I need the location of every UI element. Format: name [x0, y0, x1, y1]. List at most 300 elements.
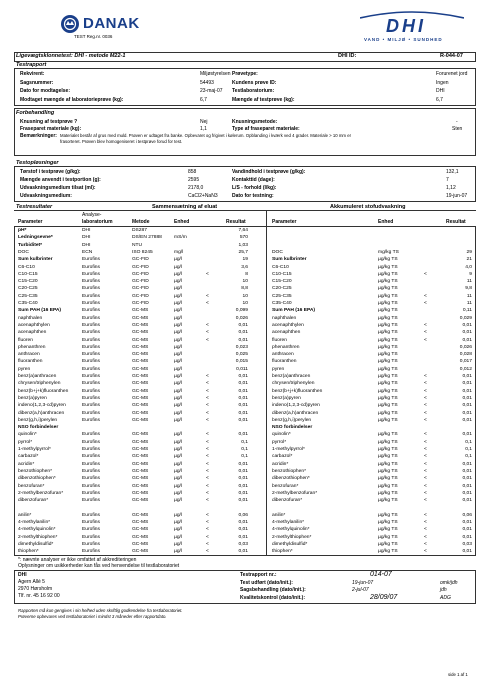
unit2-cell: µg/kg TS — [378, 447, 398, 452]
result2-cell: 0,11 — [462, 308, 472, 314]
col-enhed-2: Enhed — [378, 219, 394, 225]
testrapport-value-right: 6,7 — [436, 96, 443, 103]
parameter2-cell: C35-C40 — [272, 301, 292, 306]
table-row — [16, 264, 474, 271]
table-row — [16, 461, 474, 468]
col-resultat: Resultat — [226, 219, 246, 225]
unit-cell: µg/l — [174, 322, 182, 328]
knusningsmetode-label: Knusningsmetode: — [232, 119, 278, 125]
qualifier2-cell: < — [424, 512, 427, 518]
result-cell: 0,015 — [235, 359, 248, 365]
parameter2-cell: benzothiophen* — [272, 468, 306, 474]
lab-cell: Eurofins — [82, 549, 100, 555]
result2-cell: 21 — [466, 257, 472, 263]
table-row — [16, 490, 474, 497]
parameter-cell: Sum PAH (16 EPA) — [18, 308, 62, 314]
parameter2-cell: C15-C20 — [272, 279, 292, 285]
unit2-cell: µg/kg TS — [378, 468, 398, 474]
parameter2-cell: dimethyldisulfid* — [272, 541, 308, 547]
parameter-cell: anilin* — [18, 512, 32, 518]
result-cell: 3,6 — [241, 264, 248, 270]
result-cell: 0,01 — [238, 490, 248, 496]
table-row — [16, 534, 474, 541]
lab-cell: Eurofins — [82, 483, 100, 489]
qualifier-cell: < — [206, 447, 209, 452]
method-cell: GC-MS — [132, 388, 149, 394]
lab-cell: Eurofins — [82, 271, 100, 277]
parameter2-cell: 2-methylthiophen* — [272, 534, 312, 540]
method-cell: GC-MS — [132, 344, 149, 350]
parameter-cell: C15-C20 — [18, 279, 38, 285]
result2-cell: 0,01 — [462, 322, 472, 328]
parameter-cell: acenaphthen — [18, 330, 47, 336]
table-row — [16, 344, 474, 351]
unit2-cell: µg/kg TS — [378, 279, 398, 285]
qualifier-cell: < — [206, 337, 209, 343]
lab-cell: Eurofins — [82, 468, 100, 474]
result-cell: 0,01 — [238, 498, 248, 504]
method-cell: GC-MS — [132, 359, 149, 365]
parameter2-cell: pyrrol* — [272, 439, 287, 445]
qualifier-cell: < — [206, 498, 209, 504]
result-cell: 8 — [245, 271, 248, 277]
result2-cell: 29 — [466, 249, 472, 255]
testopl-label-right: L/S - forhold (l/kg): — [232, 185, 277, 191]
report-title: Ligevægtsklonnetest: DHI - metode M22-1 — [16, 53, 126, 59]
knusning-label: Knusning af testprøve ? — [20, 119, 78, 125]
unit-cell: µg/l — [174, 417, 182, 423]
result2-cell: 0,01 — [462, 337, 472, 343]
result-cell: 570 — [239, 235, 248, 241]
table-row — [16, 417, 474, 424]
table-row — [16, 424, 474, 431]
unit-cell: µg/l — [174, 381, 182, 387]
method-cell: GC-MS — [132, 322, 149, 328]
akkumuleret-heading: Akkumuleret stofudvaskning — [330, 204, 406, 210]
dhi-id-value: R-044-07 — [440, 53, 463, 59]
qualifier2-cell: < — [424, 395, 427, 401]
results-top-rule — [14, 210, 476, 211]
table-row — [16, 358, 474, 365]
unit2-cell: µg/kg TS — [378, 388, 398, 394]
note-accreditation: *: nævnte analyser er ikke omfattet af akkrediteringen — [18, 557, 137, 563]
qualifier2-cell: < — [424, 520, 427, 525]
unit-cell: µg/l — [174, 344, 182, 350]
forbehandling-box — [14, 108, 476, 156]
unit2-cell: µg/kg TS — [378, 534, 398, 540]
lab-cell: Eurofins — [82, 447, 100, 452]
method-cell: GC-MS — [132, 410, 149, 416]
qualifier-cell: < — [206, 520, 209, 525]
testopl-label: Udvaskningsmedium: — [20, 193, 72, 199]
qualifier2-cell: < — [424, 337, 427, 343]
result-cell: 0,01 — [238, 527, 248, 533]
qualifier2-cell: < — [424, 476, 427, 482]
parameter2-cell: quinolin* — [272, 432, 291, 438]
lab-cell: Eurofins — [82, 322, 100, 328]
parameter-cell: pyren — [18, 366, 31, 372]
method-cell: GC-MS — [132, 534, 149, 540]
parameter-cell: chrysen/triphenylen — [18, 381, 61, 387]
unit-cell: µg/l — [174, 286, 182, 292]
lab-cell: Eurofins — [82, 527, 100, 533]
table-row — [16, 519, 474, 526]
method-cell: GC-MS — [132, 432, 149, 438]
qualifier-cell: < — [206, 271, 209, 277]
unit-cell: µg/l — [174, 476, 182, 482]
parameter-cell: benz(g,h,i)perylen — [18, 417, 58, 423]
table-row — [16, 431, 474, 438]
testoplosninger-heading: Testopløsninger — [16, 160, 59, 166]
result2-cell: 0,01 — [462, 520, 472, 525]
method-cell: GC-MS — [132, 454, 149, 460]
unit2-cell: µg/kg TS — [378, 337, 398, 343]
qualifier-cell: < — [206, 512, 209, 518]
result-cell: 10 — [242, 301, 248, 306]
testopl-value-right: 1,12 — [446, 185, 456, 191]
parameter-cell: phenanthren — [18, 344, 46, 350]
disclaimer-1: Rapporten må kun gengives i sin helhed uden skriftlig godkendelse fra testlaboratoriet. — [18, 608, 183, 613]
qualifier-cell: < — [206, 417, 209, 423]
unit2-cell: µg/kg TS — [378, 264, 398, 270]
disclaimer-2: Prøverne opbevares ved testlaboratoriet i mindst 3 måneder efter rapportdato. — [18, 614, 167, 619]
col-resultat-2: Resultat — [446, 219, 466, 225]
danak-crown-icon — [60, 14, 80, 34]
result2-cell: 0,029 — [459, 315, 472, 321]
parameter-cell: carbazol* — [18, 454, 39, 460]
unit-cell: µg/l — [174, 293, 182, 299]
footer-field-label: Kvalitetskontrol (dato/init.): — [240, 594, 305, 601]
testrapport-value-right: Forurenet jord — [436, 71, 468, 77]
fraseparet-label: Fraseparet materiale (kg): — [20, 126, 82, 132]
parameter2-cell: dibenzothiophen* — [272, 476, 310, 482]
result-cell: 7,64 — [238, 228, 248, 233]
result-cell: 0,01 — [238, 520, 248, 525]
result-cell: 1,03 — [238, 242, 248, 248]
lab-cell: Eurofins — [82, 293, 100, 299]
testopl-label: Tørstof i testprøve (g/kg): — [20, 169, 81, 175]
parameter-cell: indeno(1,2,3-cd)pyren — [18, 403, 66, 409]
qualifier2-cell: < — [424, 330, 427, 336]
qualifier-cell: < — [206, 476, 209, 482]
unit2-cell: µg/kg TS — [378, 301, 398, 306]
table-row — [16, 337, 474, 344]
footer-org: DHI — [18, 572, 27, 578]
parameter2-cell: 2-methylbenzofuran* — [272, 490, 318, 496]
unit-cell: µg/l — [174, 315, 182, 321]
parameter2-cell: phenanthren — [272, 344, 300, 350]
lab-cell: Eurofins — [82, 359, 100, 365]
method-cell: GC-MS — [132, 395, 149, 401]
method-cell: GC-FID — [132, 286, 149, 292]
parameter-cell: benz(b+j+k)fluoranthen — [18, 388, 69, 394]
parameter2-cell: benz(a)pyren — [272, 395, 301, 401]
lab-cell: Eurofins — [82, 286, 100, 292]
parameter2-cell: anilin* — [272, 512, 286, 518]
col-analyse: Analyse- — [82, 212, 102, 218]
parameter-cell: 2-methylthiophen* — [18, 534, 58, 540]
testopl-label-right: Dato for testning: — [232, 193, 274, 199]
unit-cell: µg/l — [174, 468, 182, 474]
qualifier2-cell: < — [424, 461, 427, 467]
fraseparet-type-value: Sten — [452, 126, 463, 132]
result-cell: 0,01 — [238, 461, 248, 467]
table-row — [16, 293, 474, 300]
unit-cell: µg/l — [174, 366, 182, 372]
unit2-cell: µg/kg TS — [378, 286, 398, 292]
unit2-cell: µg/kg TS — [378, 271, 398, 277]
result-cell: 0,099 — [235, 308, 248, 314]
result2-cell: 0,028 — [459, 352, 472, 358]
parameter2-cell: Sum PAH (16 EPA) — [272, 308, 316, 314]
lab-cell: Eurofins — [82, 541, 100, 547]
method-cell: GC-MS — [132, 520, 149, 525]
qualifier2-cell: < — [424, 301, 427, 306]
qualifier-cell: < — [206, 534, 209, 540]
result2-cell: 0,01 — [462, 374, 472, 379]
method-cell: GC-FID — [132, 271, 149, 277]
testopl-value-right: 132,1 — [446, 169, 459, 175]
unit-cell: µg/l — [174, 374, 182, 379]
unit-cell: µg/l — [174, 330, 182, 336]
lab-cell: Eurofins — [82, 330, 100, 336]
unit-cell: µg/l — [174, 301, 182, 306]
unit-cell: µg/l — [174, 308, 182, 314]
col-metode: Metode — [132, 219, 150, 225]
unit-cell: µg/l — [174, 439, 182, 445]
parameter-cell: fluoranthen — [18, 359, 43, 365]
table-row — [16, 483, 474, 490]
lab-cell: Eurofins — [82, 279, 100, 285]
lab-cell: Eurofins — [82, 461, 100, 467]
footer-field-value: 19-jun-07 — [352, 579, 374, 586]
result2-cell: 9 — [469, 271, 472, 277]
dhi-tagline: VAND • MILJØ • SUNDHED — [364, 37, 443, 42]
qualifier2-cell: < — [424, 374, 427, 379]
unit2-cell: µg/kg TS — [378, 498, 398, 504]
table-row — [16, 300, 474, 307]
result2-cell: 11 — [466, 293, 472, 299]
parameter-cell: NSO forbindelser — [18, 425, 59, 431]
result2-cell: 0,01 — [462, 549, 472, 555]
table-row — [16, 526, 474, 533]
table-row — [16, 271, 474, 278]
method-cell: GC-MS — [132, 447, 149, 452]
parameter2-cell: indeno(1,2,3-cd)pyren — [272, 403, 320, 409]
lab-cell: Eurofins — [82, 257, 100, 263]
footer-field-initials: jdh — [440, 587, 447, 593]
result2-cell: 0,06 — [462, 512, 472, 518]
testresultater-heading: Testresultater — [16, 204, 53, 210]
bemaerkninger-text-2: frasorteret. Prøven blev homogeniseret i testprøve forud for test. — [60, 139, 183, 144]
table-row — [16, 548, 474, 555]
unit2-cell: µg/kg TS — [378, 490, 398, 496]
danak-wordmark: DANAK — [83, 15, 140, 32]
parameter2-cell: acenaphthylen — [272, 322, 304, 328]
qualifier2-cell: < — [424, 490, 427, 496]
unit2-cell: µg/kg TS — [378, 366, 398, 372]
testopl-value: 2595 — [188, 177, 200, 183]
unit-cell: µg/l — [174, 410, 182, 416]
footer-field-value: 014-07 — [370, 571, 392, 578]
lab-cell: Eurofins — [82, 520, 100, 525]
parameter-cell: pyrrol* — [18, 439, 33, 445]
result-cell: 0,06 — [238, 512, 248, 518]
unit-cell: µg/l — [174, 359, 182, 365]
method-cell: GC-MS — [132, 461, 149, 467]
unit-cell: µg/l — [174, 490, 182, 496]
parameter-cell: 2-methylbenzofuran* — [18, 490, 64, 496]
table-row — [16, 475, 474, 482]
result2-cell: 0,01 — [462, 527, 472, 533]
result-cell: 0,1 — [241, 454, 248, 460]
table-row — [16, 307, 474, 314]
table-row — [16, 285, 474, 292]
qualifier2-cell: < — [424, 498, 427, 504]
result2-cell: 0,01 — [462, 381, 472, 387]
unit-cell: µg/l — [174, 461, 182, 467]
unit2-cell: µg/kg TS — [378, 315, 398, 321]
unit-cell: µg/l — [174, 264, 182, 270]
method-cell: GC-MS — [132, 417, 149, 423]
result-cell: 0,1 — [241, 439, 248, 445]
bemaerkninger-text-1: Materialet består af grus med muld. Prøven er udtaget fra banke. Opbevaret og frigivet i kølerum. Opblanding i kværk ved 4 grader. Materiale > 10 mm er — [60, 133, 352, 138]
unit-cell: µg/l — [174, 527, 182, 533]
lab-cell: Eurofins — [82, 417, 100, 423]
qualifier-cell: < — [206, 454, 209, 460]
lab-cell: Eurofins — [82, 476, 100, 482]
result-cell: 0,01 — [238, 483, 248, 489]
method-cell: GC-MS — [132, 468, 149, 474]
unit2-cell: µg/kg TS — [378, 322, 398, 328]
testopl-label: Udvaskningsmedium tilsat (ml): — [20, 185, 96, 191]
lab-cell: Eurofins — [82, 374, 100, 379]
unit-cell: mS/m — [174, 235, 187, 241]
qualifier2-cell: < — [424, 541, 427, 547]
result2-cell: 0,01 — [462, 498, 472, 504]
table-row — [16, 329, 474, 336]
method-cell: GC-MS — [132, 541, 149, 547]
qualifier2-cell: < — [424, 403, 427, 409]
testopl-value: 858 — [188, 169, 197, 175]
testrapport-value: Miljøstyrelsen — [200, 71, 231, 77]
result2-cell: 0,01 — [462, 395, 472, 401]
result-cell: 0,01 — [238, 337, 248, 343]
result2-cell: 0,01 — [462, 417, 472, 423]
result-cell: 25,7 — [238, 249, 248, 255]
qualifier2-cell: < — [424, 447, 427, 452]
table-row — [16, 242, 474, 249]
unit-cell: µg/l — [174, 271, 182, 277]
result-cell: 0,01 — [238, 468, 248, 474]
knusningsmetode-value: - — [456, 119, 458, 125]
result-cell: 0,01 — [238, 432, 248, 438]
lab-cell: Eurofins — [82, 315, 100, 321]
result2-cell: 0,01 — [462, 461, 472, 467]
parameter2-cell: pyren — [272, 366, 285, 372]
parameter2-cell: thiophen* — [272, 549, 293, 555]
result-cell: 0,023 — [235, 344, 248, 350]
unit2-cell: mg/kg TS — [378, 249, 399, 255]
parameter2-cell: NSO forbindelser — [272, 425, 313, 431]
result-cell: 0,01 — [238, 395, 248, 401]
testrapport-value: 23-maj-07 — [200, 88, 223, 94]
result-cell: 0,01 — [238, 476, 248, 482]
lab-cell: Eurofins — [82, 439, 100, 445]
lab-cell: Eurofins — [82, 512, 100, 518]
parameter2-cell: anthracen — [272, 352, 294, 358]
parameter2-cell: naphthalen — [272, 315, 297, 321]
unit-cell: µg/l — [174, 432, 182, 438]
result-cell: 19 — [242, 257, 248, 263]
table-row — [16, 453, 474, 460]
method-cell: GC-MS — [132, 403, 149, 409]
footer-address-2: 2970 Hørsholm — [18, 586, 53, 592]
lab-cell: Eurofins — [82, 395, 100, 401]
result-cell: 0,011 — [236, 366, 248, 372]
method-cell: GC-MS — [132, 308, 149, 314]
unit-cell: µg/l — [174, 395, 182, 401]
table-row — [16, 512, 474, 519]
lab-cell: Eurofins — [82, 264, 100, 270]
method-cell: GC-FID — [132, 264, 149, 270]
table-row — [16, 439, 474, 446]
lab-cell: Eurofins — [82, 381, 100, 387]
lab-cell: Eurofins — [82, 490, 100, 496]
method-cell: GC-MS — [132, 483, 149, 489]
table-row — [16, 395, 474, 402]
result2-cell: 0,01 — [462, 468, 472, 474]
table-row — [16, 256, 474, 263]
parameter2-cell: carbazol* — [272, 454, 293, 460]
parameter-cell: benz(a)anthracen — [18, 374, 57, 379]
table-row — [16, 388, 474, 395]
parameter-cell: DOC — [18, 249, 29, 255]
footer-field-value: 2-jul-07 — [352, 587, 369, 593]
qualifier-cell: < — [206, 293, 209, 299]
result2-cell: 4,0 — [465, 264, 472, 270]
parameter-cell: pH* — [18, 228, 27, 233]
qualifier2-cell: < — [424, 468, 427, 474]
test-reg-number: TEST Reg.nr. 0036 — [74, 34, 113, 39]
parameter2-cell: C6-C10 — [272, 264, 289, 270]
parameter2-cell: benzofuran* — [272, 483, 299, 489]
parameter2-cell: fluoren — [272, 337, 287, 343]
unit2-cell: µg/kg TS — [378, 454, 398, 460]
result2-cell: 0,01 — [462, 490, 472, 496]
unit2-cell: µg/kg TS — [378, 359, 398, 365]
method-cell: DS/EN 27888 — [132, 235, 162, 241]
page-number: side 1 af 1 — [448, 672, 468, 677]
testopl-label-right: Vandindhold i testprøve (g/kg): — [232, 169, 306, 175]
parameter2-cell: C20-C25 — [272, 286, 292, 292]
lab-cell: ECN — [82, 249, 93, 255]
unit2-cell: µg/kg TS — [378, 512, 398, 518]
result-cell: 10 — [242, 293, 248, 299]
testrapport-label-right: Prøvetype: — [232, 71, 258, 77]
qualifier-cell: < — [206, 395, 209, 401]
method-cell: GC-FID — [132, 279, 149, 285]
qualifier2-cell: < — [424, 410, 427, 416]
result2-cell: 0,01 — [462, 476, 472, 482]
result2-cell: 0,01 — [462, 432, 472, 438]
unit2-cell: µg/kg TS — [378, 417, 398, 423]
footer-field-label: Sagsbehandling (dato/init.): — [240, 587, 306, 593]
footer-field-label: Testrapport nr.: — [240, 572, 277, 578]
parameter-cell: benzothiophen* — [18, 468, 52, 474]
dhi-id-label: DHI ID: — [338, 53, 357, 59]
qualifier2-cell: < — [424, 293, 427, 299]
